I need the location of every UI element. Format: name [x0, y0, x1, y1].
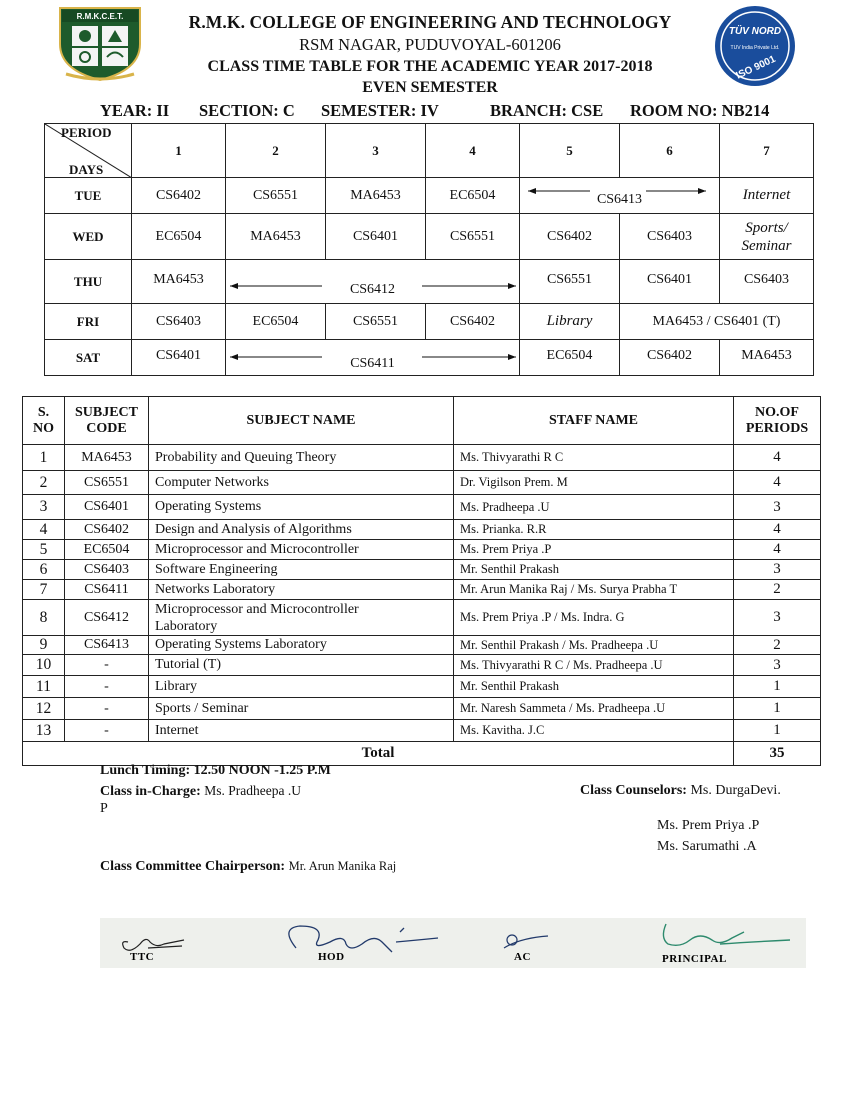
- row-periods: 4: [734, 471, 821, 495]
- college-logo: [56, 4, 144, 82]
- iso-number-text: ISO 9001: [734, 53, 778, 82]
- timetable-cell: CS6401: [132, 340, 226, 376]
- timetable-cell-text: CS6413: [596, 192, 643, 207]
- meta-branch: BRANCH: CSE: [490, 101, 604, 120]
- col-header-sno: [23, 397, 65, 445]
- period-header: 4: [426, 124, 520, 178]
- iso-brand-text: TÜV NORD: [728, 26, 782, 37]
- timetable-cell: CS6551: [326, 304, 426, 340]
- row-subject-name: Microprocessor and Microcontroller: [149, 540, 454, 560]
- table-row: [23, 445, 821, 471]
- committee-chairperson: [100, 859, 396, 875]
- semester-type: EVEN SEMESTER: [362, 79, 498, 96]
- class-meta-row: [0, 101, 850, 123]
- timetable-cell: CS6403: [132, 304, 226, 340]
- header-line: PERIODS: [745, 420, 809, 436]
- row-staff: Mr. Naresh Sammeta / Ms. Pradheepa .U: [454, 698, 734, 720]
- timetable-cell: EC6504: [226, 304, 326, 340]
- period-header: 1: [132, 124, 226, 178]
- timetable-cell: EC6504: [426, 178, 520, 214]
- row-code: CS6401: [65, 495, 149, 520]
- timetable-row-fri: [45, 304, 814, 340]
- table-row: [23, 600, 821, 636]
- incharge-wrap: P: [100, 801, 108, 816]
- row-subject-name: Library: [149, 676, 454, 698]
- row-code: -: [65, 720, 149, 742]
- timetable-cell: MA6453: [132, 260, 226, 304]
- row-subject-name: [149, 600, 454, 636]
- chair-label: Class Committee Chairperson:: [100, 859, 286, 874]
- row-code: CS6412: [65, 600, 149, 636]
- row-code: CS6551: [65, 471, 149, 495]
- row-periods: 3: [734, 495, 821, 520]
- timetable-cell: CS6551: [426, 214, 520, 260]
- logo-text: R.M.K.C.E.T.: [76, 12, 124, 21]
- college-address: RSM NAGAR, PUDUVOYAL-601206: [299, 35, 561, 54]
- signature-band: [100, 918, 806, 968]
- row-sno: 13: [23, 720, 65, 742]
- row-periods: 2: [734, 580, 821, 600]
- period-header: 5: [520, 124, 620, 178]
- row-periods: 4: [734, 445, 821, 471]
- row-code: EC6504: [65, 540, 149, 560]
- row-staff: Ms. Thivyarathi R C: [454, 445, 734, 471]
- row-subject-name: Sports / Seminar: [149, 698, 454, 720]
- timetable-row-sat: [45, 340, 814, 376]
- row-periods: 1: [734, 676, 821, 698]
- ac-signature: [504, 935, 548, 948]
- day-label: SAT: [45, 340, 132, 376]
- table-row: [23, 520, 821, 540]
- table-row: [23, 698, 821, 720]
- timetable-cell: EC6504: [520, 340, 620, 376]
- row-sno: 4: [23, 520, 65, 540]
- row-sno: 6: [23, 560, 65, 580]
- row-periods: 4: [734, 540, 821, 560]
- days-label: DAYS: [69, 162, 104, 177]
- table-row: [23, 495, 821, 520]
- college-name: R.M.K. COLLEGE OF ENGINEERING AND TECHNOLOGY: [188, 12, 672, 32]
- name-line: Laboratory: [155, 618, 218, 634]
- row-sno: 9: [23, 636, 65, 655]
- row-staff: Mr. Arun Manika Raj / Ms. Surya Prabha T: [454, 580, 734, 600]
- day-label: WED: [45, 214, 132, 260]
- period-days-corner: [45, 124, 132, 178]
- row-staff: Mr. Senthil Prakash: [454, 676, 734, 698]
- ac-label: AC: [514, 951, 531, 963]
- row-sno: 10: [23, 655, 65, 676]
- table-row: [23, 560, 821, 580]
- period-header: 6: [620, 124, 720, 178]
- timetable-cell: CS6401: [620, 260, 720, 304]
- row-code: CS6403: [65, 560, 149, 580]
- subject-table-header: [23, 397, 821, 445]
- timetable-cell-text: CS6412: [349, 282, 396, 297]
- row-periods: 3: [734, 560, 821, 580]
- period-header: 7: [720, 124, 814, 178]
- counselors-label: Class Counselors: [580, 783, 683, 798]
- timetable-cell: CS6402: [520, 214, 620, 260]
- row-sno: 2: [23, 471, 65, 495]
- timetable-cell: Internet: [720, 178, 814, 214]
- row-sno: 11: [23, 676, 65, 698]
- lab-span-cell: [226, 260, 520, 304]
- ttc-label: TTC: [130, 951, 155, 963]
- row-staff: Mr. Senthil Prakash: [454, 560, 734, 580]
- period-label: PERIOD: [61, 125, 112, 140]
- row-periods: 4: [734, 520, 821, 540]
- header-line: CODE: [86, 420, 127, 436]
- row-code: -: [65, 698, 149, 720]
- timetable-row-wed: [45, 214, 814, 260]
- row-subject-name: Networks Laboratory: [149, 580, 454, 600]
- class-incharge: Class in-Charge: Ms. Pradheepa .U: [100, 783, 301, 799]
- total-row: [23, 742, 821, 766]
- incharge-label: Class in-Charge: [100, 784, 197, 799]
- col-header-periods: [734, 397, 821, 445]
- row-staff: Ms. Prianka. R.R: [454, 520, 734, 540]
- incharge-value: Ms. Pradheepa .U: [204, 783, 301, 798]
- document-title: CLASS TIME TABLE FOR THE ACADEMIC YEAR 2017-2018: [207, 58, 653, 75]
- row-sno: 8: [23, 600, 65, 636]
- row-code: -: [65, 676, 149, 698]
- timetable: [44, 123, 814, 376]
- col-header-staff: STAFF NAME: [454, 397, 734, 445]
- table-row: [23, 720, 821, 742]
- table-row: [23, 636, 821, 655]
- row-staff: Ms. Kavitha. J.C: [454, 720, 734, 742]
- row-sno: 12: [23, 698, 65, 720]
- timetable-cell: CS6401: [326, 214, 426, 260]
- principal-signature: [663, 924, 790, 945]
- table-row: [23, 540, 821, 560]
- row-subject-name: Computer Networks: [149, 471, 454, 495]
- subject-table: [22, 396, 821, 766]
- counselor-name: Ms. Prem Priya .P: [657, 818, 760, 833]
- chair-value: Mr. Arun Manika Raj: [288, 859, 397, 873]
- timetable-cell: Library: [520, 304, 620, 340]
- row-code: CS6402: [65, 520, 149, 540]
- day-label: THU: [45, 260, 132, 304]
- table-row: [23, 580, 821, 600]
- col-header-name: SUBJECT NAME: [149, 397, 454, 445]
- principal-label: PRINCIPAL: [662, 953, 727, 965]
- timetable-cell: CS6403: [620, 214, 720, 260]
- meta-year: YEAR: II: [100, 101, 170, 120]
- counselor-name: Ms. Sarumathi .A: [657, 839, 757, 854]
- lunch-value: 12.50 NOON -1.25 P.M: [193, 763, 331, 778]
- lab-span-cell: [520, 178, 720, 214]
- iso-certification-logo: [712, 4, 798, 88]
- row-staff: Dr. Vigilson Prem. M: [454, 471, 734, 495]
- counselor-name: Ms. DurgaDevi.: [690, 783, 781, 798]
- timetable-cell: CS6403: [720, 260, 814, 304]
- day-label: TUE: [45, 178, 132, 214]
- ttc-signature: [123, 939, 184, 950]
- table-row: [23, 471, 821, 495]
- iso-sub-text: TUV India Private Ltd.: [730, 45, 780, 51]
- timetable-header-row: [45, 124, 814, 178]
- timetable-cell: EC6504: [132, 214, 226, 260]
- row-staff: Ms. Prem Priya .P / Ms. Indra. G: [454, 600, 734, 636]
- row-code: CS6413: [65, 636, 149, 655]
- cell-line: Seminar: [741, 237, 792, 254]
- name-line: Microprocessor and Microcontroller: [155, 601, 359, 617]
- lunch-label: Lunch Timing:: [100, 763, 191, 778]
- row-sno: 3: [23, 495, 65, 520]
- hod-label: HOD: [318, 951, 345, 963]
- meta-semester: SEMESTER: IV: [321, 101, 439, 120]
- timetable-cell: CS6402: [426, 304, 520, 340]
- row-periods: 3: [734, 655, 821, 676]
- row-periods: 3: [734, 600, 821, 636]
- row-code: CS6411: [65, 580, 149, 600]
- row-code: -: [65, 655, 149, 676]
- total-label: Total: [23, 742, 734, 766]
- class-counselors: Class Counselors: Ms. DurgaDevi.: [580, 783, 781, 798]
- col-header-code: [65, 397, 149, 445]
- timetable-row-thu: [45, 260, 814, 304]
- row-subject-name: Probability and Queuing Theory: [149, 445, 454, 471]
- row-subject-name: Design and Analysis of Algorithms: [149, 520, 454, 540]
- timetable-cell: [720, 214, 814, 260]
- row-subject-name: Internet: [149, 720, 454, 742]
- hod-signature: [289, 926, 438, 952]
- cell-line: Sports/: [745, 219, 788, 236]
- period-header: 3: [326, 124, 426, 178]
- row-periods: 2: [734, 636, 821, 655]
- total-value: 35: [734, 742, 821, 766]
- timetable-cell: CS6402: [132, 178, 226, 214]
- row-subject-name: Software Engineering: [149, 560, 454, 580]
- row-staff: Ms. Pradheepa .U: [454, 495, 734, 520]
- row-subject-name: Tutorial (T): [149, 655, 454, 676]
- meta-section: SECTION: C: [199, 101, 295, 120]
- row-periods: 1: [734, 720, 821, 742]
- timetable-cell: CS6551: [226, 178, 326, 214]
- lunch-timing: [100, 763, 331, 779]
- row-periods: 1: [734, 698, 821, 720]
- row-code: MA6453: [65, 445, 149, 471]
- timetable-row-tue: [45, 178, 814, 214]
- row-subject-name: Operating Systems Laboratory: [149, 636, 454, 655]
- timetable-cell: MA6453: [326, 178, 426, 214]
- row-staff: Ms. Thivyarathi R C / Ms. Pradheepa .U: [454, 655, 734, 676]
- period-header: 2: [226, 124, 326, 178]
- timetable-cell: MA6453: [226, 214, 326, 260]
- row-sno: 7: [23, 580, 65, 600]
- timetable-cell: MA6453: [720, 340, 814, 376]
- header-line: NO.OF: [755, 404, 799, 420]
- row-subject-name: Operating Systems: [149, 495, 454, 520]
- row-staff: Ms. Prem Priya .P: [454, 540, 734, 560]
- timetable-cell: CS6551: [520, 260, 620, 304]
- header-line: NO: [33, 420, 54, 436]
- header-line: SUBJECT: [74, 404, 139, 420]
- timetable-cell: MA6453 / CS6401 (T): [620, 304, 814, 340]
- row-staff: Mr. Senthil Prakash / Ms. Pradheepa .U: [454, 636, 734, 655]
- row-sno: 1: [23, 445, 65, 471]
- table-row: [23, 676, 821, 698]
- lab-span-cell: [226, 340, 520, 376]
- timetable-cell: CS6402: [620, 340, 720, 376]
- table-row: [23, 655, 821, 676]
- day-label: FRI: [45, 304, 132, 340]
- timetable-cell-text: CS6411: [350, 356, 395, 371]
- meta-room: ROOM NO: NB214: [630, 101, 770, 120]
- row-sno: 5: [23, 540, 65, 560]
- header-line: S.: [37, 404, 50, 420]
